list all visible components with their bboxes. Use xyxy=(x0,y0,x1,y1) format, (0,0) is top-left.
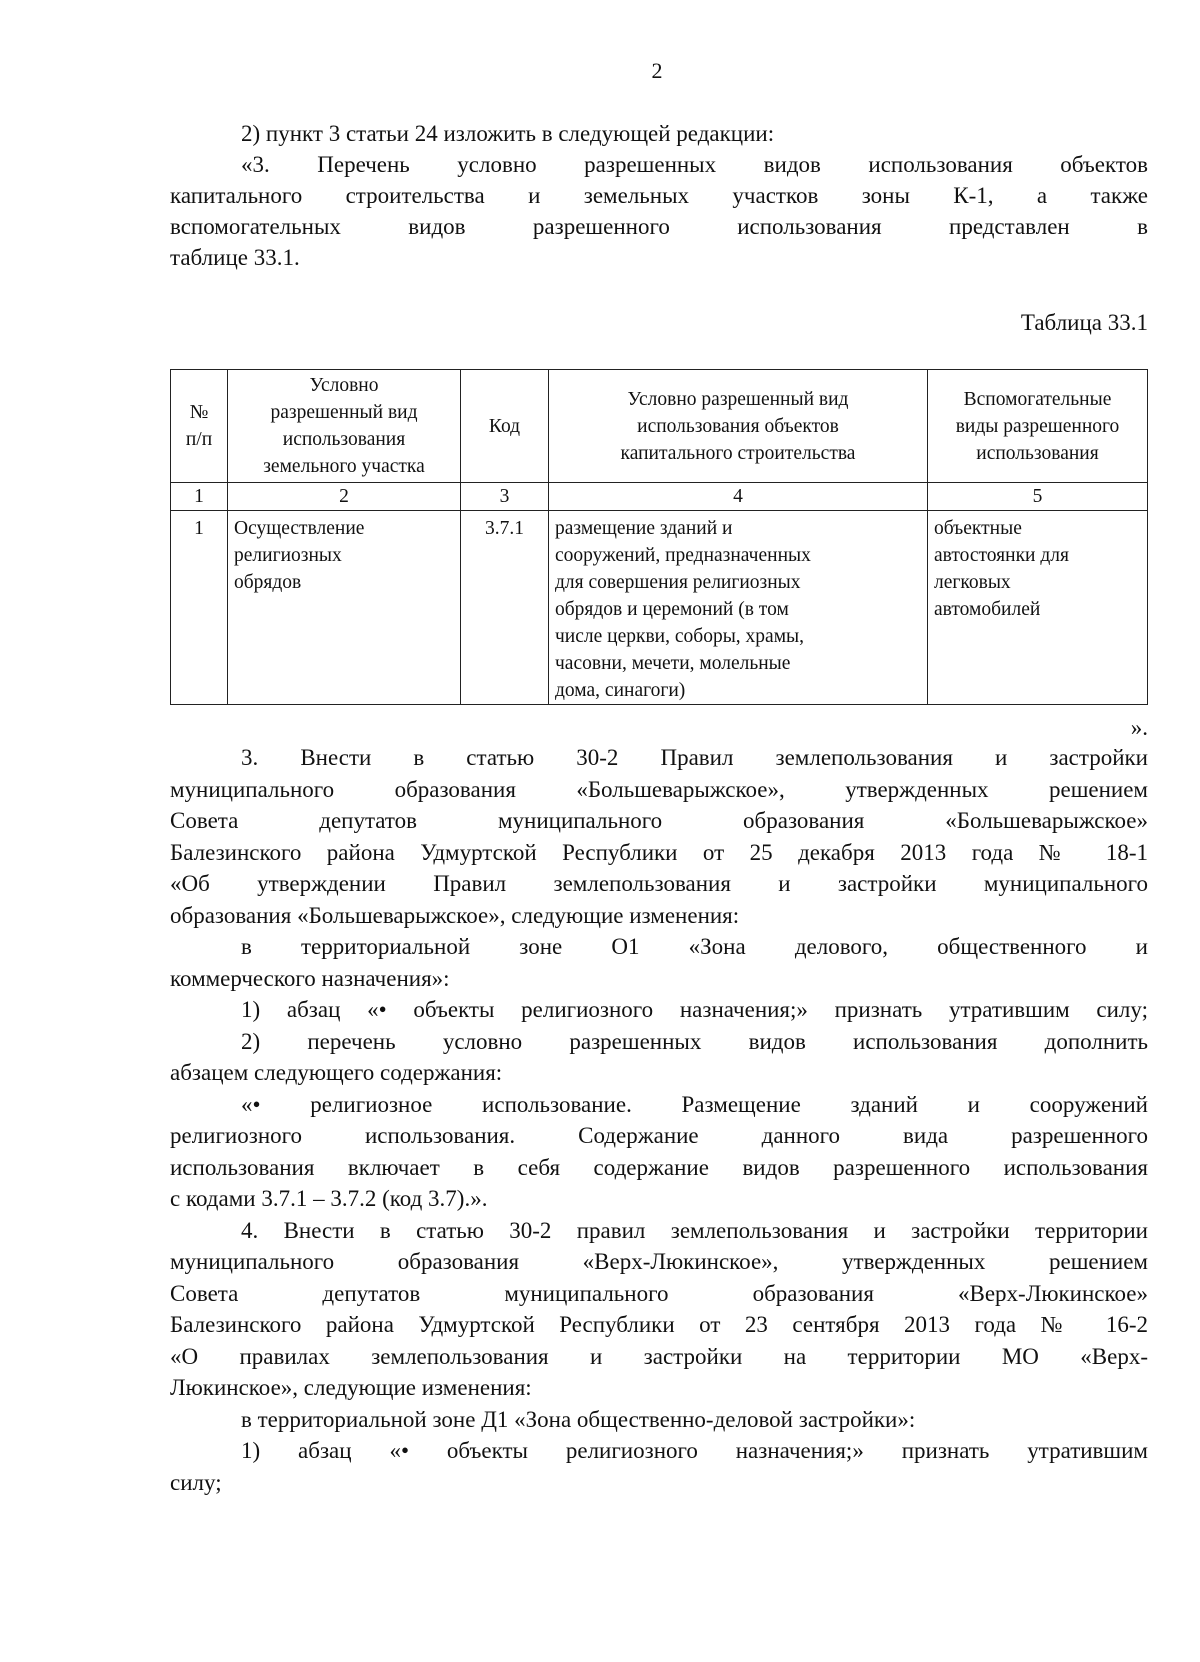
page-number: 2 xyxy=(651,58,663,83)
table-cell: объектные автостоянки для легковых автомобилей xyxy=(928,511,1148,705)
table-column-number-row xyxy=(171,483,1148,511)
text-line: 4. Внести в статью 30-2 правил землепользования и застройки территории xyxy=(241,1218,1148,1243)
column-number: 4 xyxy=(549,483,928,511)
table-header-cell: Условно разрешенный вид использования объектов капитального строительства xyxy=(549,370,928,483)
text-line: капитального строительства и земельных участков зоны К-1, а также xyxy=(170,183,1148,208)
text-line: коммерческого назначения»: xyxy=(170,966,450,991)
text-line: 1) абзац «• объекты религиозного назначения;» признать утратившим силу; xyxy=(241,997,1148,1022)
text-line: образования «Большеварыжское», следующие изменения: xyxy=(170,903,740,928)
table-cell: 1 xyxy=(171,511,228,705)
table-caption: Таблица 33.1 xyxy=(1020,310,1148,335)
text-line: с кодами 3.7.1 – 3.7.2 (код 3.7).». xyxy=(170,1186,488,1211)
table-cell: 3.7.1 xyxy=(461,511,549,705)
text-line: религиозного использования. Содержание данного вида разрешенного xyxy=(170,1123,1148,1148)
text-line: Люкинское», следующие изменения: xyxy=(170,1375,532,1400)
text-line: 1) абзац «• объекты религиозного назначения;» признать утратившим xyxy=(241,1438,1148,1463)
text-line: Совета депутатов муниципального образования «Большеварыжское» xyxy=(170,808,1148,833)
column-number: 3 xyxy=(461,483,549,511)
text-line: Балезинского района Удмуртской Республики от 23 сентября 2013 года № 16-2 xyxy=(170,1312,1148,1337)
column-number: 2 xyxy=(228,483,461,511)
text-line: 2) перечень условно разрешенных видов использования дополнить xyxy=(241,1029,1148,1054)
text-line: муниципального образования «Большеварыжское», утвержденных решением xyxy=(170,777,1148,802)
text-line: таблице 33.1. xyxy=(170,245,300,270)
text-line: 3. Внести в статью 30-2 Правил землепользования и застройки xyxy=(241,745,1148,770)
permitted-use-table xyxy=(170,369,1148,705)
text-line: «О правилах землепользования и застройки на территории МО «Верх- xyxy=(170,1344,1148,1369)
text-line: «• религиозное использование. Размещение зданий и сооружений xyxy=(241,1092,1148,1117)
column-number: 1 xyxy=(171,483,228,511)
text-line: «3. Перечень условно разрешенных видов использования объектов xyxy=(241,152,1148,177)
text-line: «Об утверждении Правил землепользования и застройки муниципального xyxy=(170,871,1148,896)
text-line: в территориальной зоне Д1 «Зона общественно-деловой застройки»: xyxy=(241,1407,916,1432)
column-number: 5 xyxy=(928,483,1148,511)
table-row xyxy=(171,511,1148,705)
table-header-cell: Код xyxy=(461,370,549,483)
text-line: абзацем следующего содержания: xyxy=(170,1060,503,1085)
table-header-cell: № п/п xyxy=(171,370,228,483)
table-cell: Осуществление религиозных обрядов xyxy=(228,511,461,705)
table-header-cell: Вспомогательные виды разрешенного использования xyxy=(928,370,1148,483)
text-line: Совета депутатов муниципального образования «Верх-Люкинское» xyxy=(170,1281,1148,1306)
text-line: силу; xyxy=(170,1470,222,1495)
text-line: муниципального образования «Верх-Люкинское», утвержденных решением xyxy=(170,1249,1148,1274)
quote-close: ». xyxy=(1130,715,1148,740)
table-cell: размещение зданий и сооружений, предназначенных для совершения религиозных обрядов и церемоний (в том числе церкви, соборы, храмы, часовни, мечети, молельные дома, синагоги) xyxy=(549,511,928,705)
table-header-row xyxy=(171,370,1148,483)
table-header-cell: Условно разрешенный вид использования земельного участка xyxy=(228,370,461,483)
text-line: Балезинского района Удмуртской Республики от 25 декабря 2013 года № 18-1 xyxy=(170,840,1148,865)
text-line: использования включает в себя содержание видов разрешенного использования xyxy=(170,1155,1148,1180)
text-line: вспомогательных видов разрешенного использования представлен в xyxy=(170,214,1148,239)
text-line: 2) пункт 3 статьи 24 изложить в следующей редакции: xyxy=(241,121,775,146)
text-line: в территориальной зоне О1 «Зона делового, общественного и xyxy=(241,934,1148,959)
